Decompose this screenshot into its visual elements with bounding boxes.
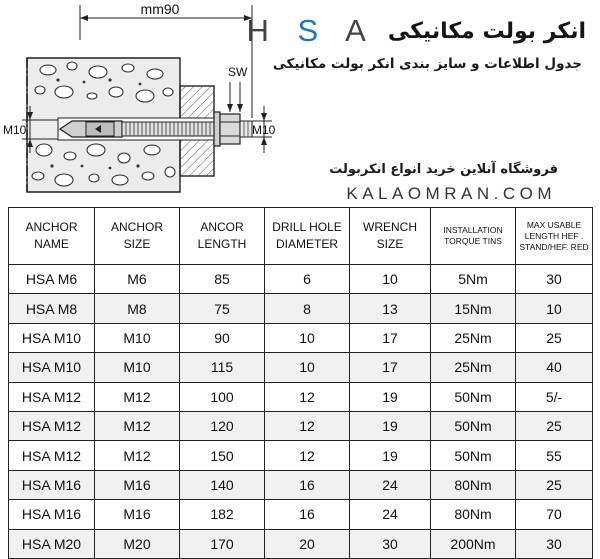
cell-wrench-size: 17 xyxy=(350,323,431,352)
cell-anchor-length: 90 xyxy=(180,323,265,352)
cell-wrench-size: 24 xyxy=(350,470,431,499)
table-row xyxy=(9,265,593,294)
cell-anchor-size: M16 xyxy=(95,470,180,499)
right-size-label: M10 xyxy=(252,123,276,137)
cell-max-usable-length: 10 xyxy=(516,294,593,323)
cell-drill-hole-diameter: 10 xyxy=(265,323,350,352)
table-body xyxy=(9,265,593,559)
cell-anchor-length: 140 xyxy=(180,470,265,499)
cell-anchor-size: M16 xyxy=(95,500,180,529)
cell-installation-torque: 200Nm xyxy=(431,529,516,558)
table-row xyxy=(9,294,593,323)
cell-installation-torque: 25Nm xyxy=(431,323,516,352)
cell-anchor-name: HSA M10 xyxy=(9,353,95,382)
header-anchor-size: ANCHOR SIZE xyxy=(95,208,180,265)
table-row xyxy=(9,529,593,558)
header-max-usable-length: MAX USABLE LENGTH HEF . STAND/HEF. RED xyxy=(516,208,593,265)
cell-drill-hole-diameter: 6 xyxy=(265,265,350,294)
right-diameter-dimension xyxy=(252,106,276,153)
cell-drill-hole-diameter: 10 xyxy=(265,353,350,382)
cell-wrench-size: 19 xyxy=(350,441,431,470)
cell-wrench-size: 13 xyxy=(350,294,431,323)
cell-drill-hole-diameter: 12 xyxy=(265,382,350,411)
cell-wrench-size: 30 xyxy=(350,529,431,558)
spec-table xyxy=(8,207,593,559)
cell-max-usable-length: 30 xyxy=(516,265,593,294)
table-row xyxy=(9,353,593,382)
cell-max-usable-length: 25 xyxy=(516,323,593,352)
header-installation-torque: INSTALLATION TORQUE TINS xyxy=(431,208,516,265)
cell-anchor-size: M20 xyxy=(95,529,180,558)
cell-anchor-name: HSA M20 xyxy=(9,529,95,558)
cell-anchor-length: 182 xyxy=(180,500,265,529)
cell-anchor-length: 85 xyxy=(180,265,265,294)
cell-wrench-size: 19 xyxy=(350,411,431,440)
cell-anchor-size: M10 xyxy=(95,323,180,352)
cell-max-usable-length: 25 xyxy=(516,411,593,440)
brand-letter-s: S xyxy=(297,13,329,48)
cell-anchor-name: HSA M16 xyxy=(9,500,95,529)
cell-anchor-length: 170 xyxy=(180,529,265,558)
table-row xyxy=(9,441,593,470)
cell-installation-torque: 50Nm xyxy=(431,382,516,411)
cell-drill-hole-diameter: 16 xyxy=(265,470,350,499)
header-anchor-length: ANCOR LENGTH xyxy=(180,208,265,265)
persian-title: انکر بولت مکانیکی xyxy=(387,18,586,44)
cell-max-usable-length: 70 xyxy=(516,500,593,529)
table-header-row xyxy=(9,208,593,265)
table-row xyxy=(9,382,593,411)
cell-drill-hole-diameter: 12 xyxy=(265,441,350,470)
cell-anchor-length: 75 xyxy=(180,294,265,323)
cell-installation-torque: 5Nm xyxy=(431,265,516,294)
cell-anchor-name: HSA M12 xyxy=(9,441,95,470)
cell-max-usable-length: 25 xyxy=(516,470,593,499)
brand-letter-h: H xyxy=(246,13,279,48)
cell-anchor-length: 120 xyxy=(180,411,265,440)
cell-installation-torque: 25Nm xyxy=(431,353,516,382)
cell-installation-torque: 50Nm xyxy=(431,411,516,440)
cell-wrench-size: 19 xyxy=(350,382,431,411)
cell-anchor-length: 100 xyxy=(180,382,265,411)
table-row xyxy=(9,323,593,352)
cell-installation-torque: 80Nm xyxy=(431,500,516,529)
website-label: KALAOMRAN.COM xyxy=(346,184,556,203)
wrench-size-indicator xyxy=(227,65,248,112)
title-row xyxy=(247,14,586,48)
cell-max-usable-length: 55 xyxy=(516,441,593,470)
left-size-label: M10 xyxy=(3,123,27,137)
header-anchor-name: ANCHOR NAME xyxy=(9,208,95,265)
cell-drill-hole-diameter: 16 xyxy=(265,500,350,529)
cell-anchor-name: HSA M16 xyxy=(9,470,95,499)
cell-installation-torque: 50Nm xyxy=(431,441,516,470)
persian-subtitle: جدول اطلاعات و سایز بندی انکر بولت مکانیکی xyxy=(272,56,582,72)
table-row xyxy=(9,470,593,499)
cell-anchor-name: HSA M12 xyxy=(9,382,95,411)
header-drill-hole-diameter: DRILL HOLE DIAMETER xyxy=(265,208,350,265)
cell-anchor-size: M8 xyxy=(95,294,180,323)
cell-drill-hole-diameter: 20 xyxy=(265,529,350,558)
cell-max-usable-length: 5/- xyxy=(516,382,593,411)
table-row xyxy=(9,411,593,440)
header-wrench-size: WRENCH SIZE xyxy=(350,208,431,265)
cell-anchor-length: 150 xyxy=(180,441,265,470)
cell-drill-hole-diameter: 12 xyxy=(265,411,350,440)
cell-anchor-name: HSA M6 xyxy=(9,265,95,294)
cell-anchor-size: M6 xyxy=(95,265,180,294)
cell-anchor-name: HSA M8 xyxy=(9,294,95,323)
cell-anchor-size: M12 xyxy=(95,411,180,440)
cell-max-usable-length: 30 xyxy=(516,529,593,558)
top-dimension-label: mm90 xyxy=(140,1,180,17)
brand-logo xyxy=(247,13,376,49)
cell-anchor-size: M12 xyxy=(95,441,180,470)
cell-wrench-size: 24 xyxy=(350,500,431,529)
cell-wrench-size: 10 xyxy=(350,265,431,294)
cell-max-usable-length: 40 xyxy=(516,353,593,382)
brand-letter-a: A xyxy=(345,13,376,48)
cell-anchor-size: M10 xyxy=(95,353,180,382)
cell-anchor-name: HSA M12 xyxy=(9,411,95,440)
shop-tagline: فروشگاه آنلاین خرید انواع انکربولت xyxy=(329,162,558,177)
table-row xyxy=(9,500,593,529)
cell-drill-hole-diameter: 8 xyxy=(265,294,350,323)
wrench-size-label: SW xyxy=(228,65,248,79)
cell-installation-torque: 80Nm xyxy=(431,470,516,499)
cell-wrench-size: 17 xyxy=(350,353,431,382)
cell-anchor-length: 115 xyxy=(180,353,265,382)
cell-anchor-name: HSA M10 xyxy=(9,323,95,352)
cell-anchor-size: M12 xyxy=(95,382,180,411)
cell-installation-torque: 15Nm xyxy=(431,294,516,323)
